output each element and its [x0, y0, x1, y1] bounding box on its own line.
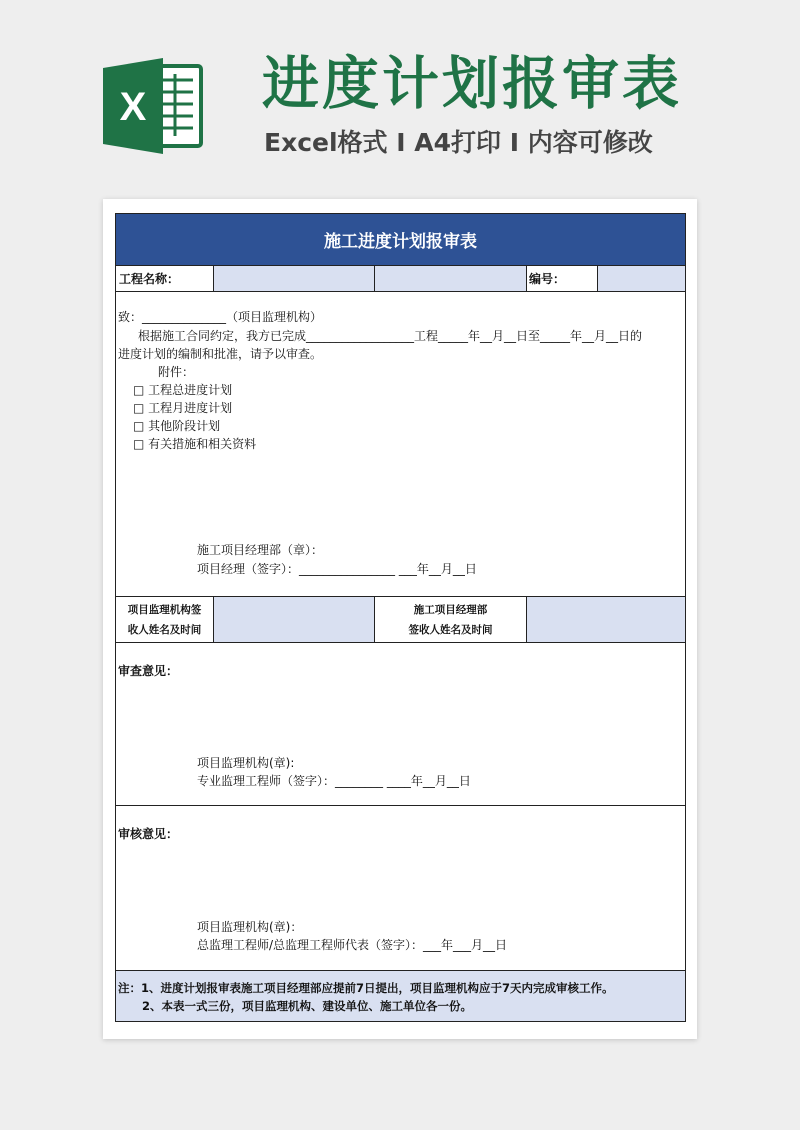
attachment-item[interactable]: □ 工程总进度计划 — [133, 383, 233, 397]
excel-icon — [103, 58, 205, 154]
supervisor-receiver-label: 项目监理机构签 收人姓名及时间 — [116, 597, 214, 642]
project-name-field[interactable] — [214, 266, 375, 291]
form-title: 施工进度计划报审表 — [324, 232, 477, 252]
review-org-line: 项目监理机构(章): — [197, 756, 295, 770]
note-line-2: 2、本表一式三份，项目监理机构、建设单位、施工单位各一份。 — [142, 999, 472, 1013]
approval-sign-line: 总监理工程师/总监理工程师代表（签字）：___年___月__日 — [197, 938, 508, 952]
review-section — [116, 643, 685, 806]
note-line-1: 注：1、进度计划报审表施工项目经理部应提前7日提出，项目监理机构应于7天内完成审核工作。 — [118, 981, 614, 995]
note-section — [116, 970, 685, 1021]
project-name-label: 工程名称： — [116, 266, 214, 291]
signoff-row — [116, 596, 685, 643]
body-line-1: 根据施工合同约定，我方已完成__________________工程_____年__月__日至_____年__月__日的 — [138, 329, 643, 343]
number-label: 编号： — [527, 266, 598, 291]
number-field[interactable] — [598, 266, 685, 291]
supervisor-receiver-field[interactable] — [214, 597, 375, 642]
contractor-receiver-field[interactable] — [527, 597, 685, 642]
form-header — [116, 214, 685, 265]
review-sign-line: 专业监理工程师（签字）：________ ____年__月__日 — [197, 774, 471, 788]
approval-label: 审核意见： — [118, 827, 179, 841]
dept-seal-line: 施工项目经理部（章）： — [197, 543, 324, 557]
approval-section — [116, 806, 685, 970]
svg-text:X: X — [119, 85, 147, 129]
attachment-item[interactable]: □ 工程月进度计划 — [133, 401, 233, 415]
project-name-field-extra[interactable] — [375, 266, 527, 291]
page-title: 进度计划报审表 — [262, 51, 682, 117]
application-section — [116, 292, 685, 596]
attachment-item[interactable]: □ 其他阶段计划 — [133, 419, 221, 433]
review-label: 审查意见： — [118, 664, 179, 678]
page-subtitle: Excel格式 I A4打印 I 内容可修改 — [264, 128, 653, 157]
body-line-2: 进度计划的编制和批准，请予以审查。 — [118, 347, 323, 361]
contractor-receiver-label: 施工项目经理部 签收人姓名及时间 — [375, 597, 527, 642]
attachment-label: 附件： — [158, 365, 195, 379]
schedule-submission-form — [115, 213, 686, 1022]
to-line: 致：______________（项目监理机构） — [118, 310, 323, 324]
attachment-item[interactable]: □ 有关措施和相关资料 — [133, 437, 257, 451]
info-row — [116, 265, 685, 292]
approval-org-line: 项目监理机构(章)： — [197, 920, 303, 934]
manager-sign-line: 项目经理（签字）：________________ ___年__月__日 — [197, 562, 477, 576]
